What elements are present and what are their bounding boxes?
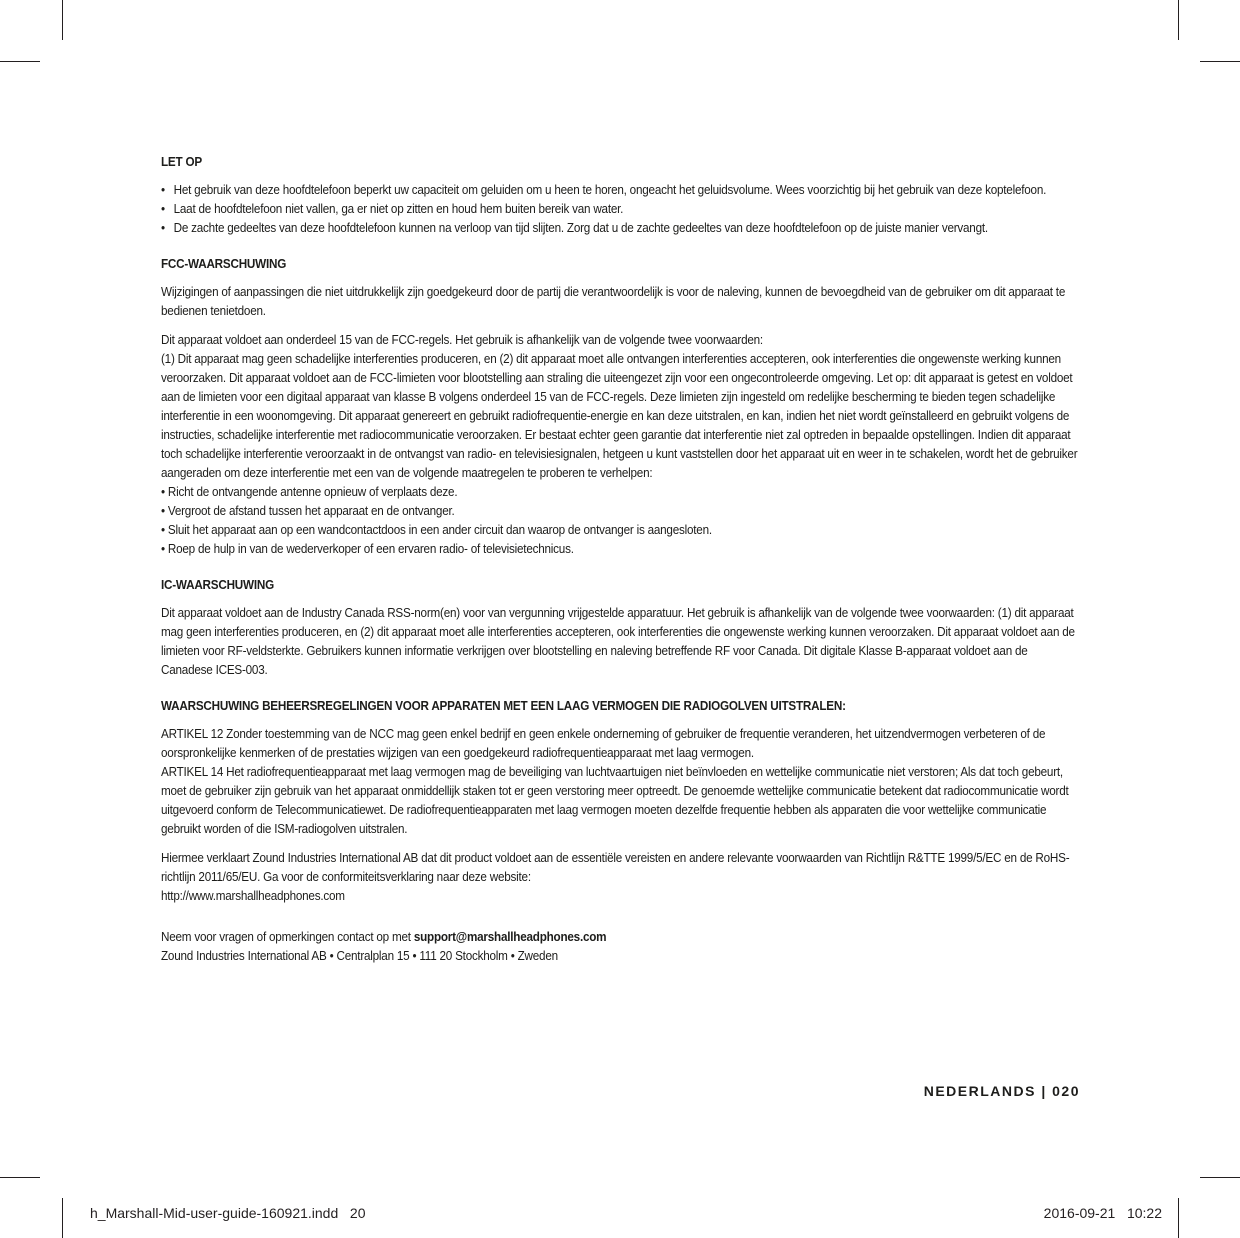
support-email-link[interactable]: support@marshallheadphones.com	[413, 929, 607, 944]
heading-fcc: FCC-WAARSCHUWING	[161, 256, 287, 271]
company-address: Zound Industries International AB • Centralplan 15 • 111 20 Stockholm • Zweden	[161, 948, 558, 963]
section-radio	[161, 696, 1081, 905]
contact-prefix: Neem voor vragen of opmerkingen contact op met	[161, 929, 414, 944]
heading-radio: WAARSCHUWING BEHEERSREGELINGEN VOOR APPARATEN MET EEN LAAG VERMOGEN DIE RADIOGOLVEN UITSTRALEN:	[161, 698, 846, 713]
article-14: ARTIKEL 14 Het radiofrequentieapparaat met laag vermogen mag de beveiliging van luchtvaartuigen niet beïnvloeden en wettelijke communicatie niet verstoren; Als dat toch gebeurt, moet de gebruiker zijn gebruik van het apparaat onmiddellijk staken tot er geen verstoring meer optreedt. De genoemde wettelijke communicatie betekent dat radiocommunicatie wordt uitgevoerd conform de Telecommunicatiewet. De radiofrequentieapparaten met laag vermogen moeten dezelfde frequentie hebben als apparaten die voor wettelijke communicatie gebruikt worden of die ISM-radiogolven uitstralen.	[161, 764, 1069, 836]
crop-mark-bottom-right-vertical	[1178, 1198, 1179, 1238]
ic-paragraph: Dit apparaat voldoet aan de Industry Canada RSS-norm(en) voor van vergunning vrijgestelde apparatuur. Het gebruik is afhankelijk van de volgende twee voorwaarden: (1) dit apparaat mag geen interferenties produceren, en (2) dit apparaat moet alle interferenties accepteren, ook interferenties die ongewenste werking kunnen veroorzaken. Dit apparaat voldoet aan de limieten voor RF-veldsterkte. Gebruikers kunnen informatie verkrijgen over blootstelling en naleving betreffende RF voor Canada. Dit digitale Klasse B-apparaat voldoet aan de Canadese ICES-003.	[161, 605, 1075, 677]
crop-mark-top-left-vertical	[62, 0, 63, 40]
radio-articles	[161, 724, 1081, 838]
contact-line	[161, 927, 1081, 946]
declaration-text: Hiermee verklaart Zound Industries International AB dat dit product voldoet aan de essentiële vereisten en andere relevante voorwaarden van Richtlijn R&TTE 1999/5/EC en de RoHS-richtlijn 2011/65/EU. Ga voor de conformiteitsverklaring naar deze website:	[161, 850, 1070, 884]
fcc-paragraph-1: Wijzigingen of aanpassingen die niet uitdrukkelijk zijn goedgekeurd door de partij die verantwoordelijk is voor de naleving, kunnen de bevoegdheid van de gebruiker om dit apparaat te bedienen tenietdoen.	[161, 284, 1066, 318]
fcc-measure: • Roep de hulp in van de wederverkoper of een ervaren radio- of televisietechnicus.	[161, 541, 574, 556]
crop-mark-bottom-left-vertical	[62, 1198, 63, 1238]
contact-block	[161, 927, 1081, 965]
fcc-measure: • Vergroot de afstand tussen het apparaat en de ontvanger.	[161, 503, 455, 518]
article-12: ARTIKEL 12 Zonder toestemming van de NCC mag geen enkel bedrijf en geen enkele onderneming of gebruiker de frequentie veranderen, het uitzendvermogen verbeteren of de oorspronkelijke kenmerken of de prestaties wijzigen van een goedgekeurd radiofrequentieapparaat met laag vermogen.	[161, 726, 1046, 760]
crop-mark-top-right-vertical	[1178, 0, 1179, 40]
fcc-measure: • Richt de ontvangende antenne opnieuw of verplaats deze.	[161, 484, 458, 499]
document-body	[161, 152, 1081, 965]
list-item: • Het gebruik van deze hoofdtelefoon beperkt uw capaciteit om geluiden om u heen te horen, ongeacht het geluidsvolume. Wees voorzichtig bij het gebruik van deze koptelefoon.	[161, 180, 1081, 199]
let-op-list	[161, 180, 1081, 237]
print-slug-filename: h_Marshall-Mid-user-guide-160921.indd 20	[90, 1205, 366, 1221]
list-item: • De zachte gedeeltes van deze hoofdtelefoon kunnen na verloop van tijd slijten. Zorg dat u de zachte gedeeltes van deze hoofdtelefoon op de juiste manier vervangt.	[161, 218, 1081, 237]
fcc-measure: • Sluit het apparaat aan op een wandcontactdoos in een ander circuit dan waarop de ontvanger is aangesloten.	[161, 522, 712, 537]
heading-let-op: LET OP	[161, 154, 202, 169]
list-item: • Laat de hoofdtelefoon niet vallen, ga er niet op zitten en houd hem buiten bereik van water.	[161, 199, 1081, 218]
fcc-paragraph-2	[161, 330, 1081, 558]
fcc-intro: Dit apparaat voldoet aan onderdeel 15 van de FCC-regels. Het gebruik is afhankelijk van de volgende twee voorwaarden:	[161, 332, 763, 347]
section-let-op	[161, 152, 1081, 237]
page-number-language: NEDERLANDS | 020	[923, 1083, 1080, 1099]
print-slug-date: 2016-09-21 10:22	[1043, 1205, 1162, 1221]
crop-mark-bottom-right-horizontal	[1200, 1177, 1240, 1178]
heading-ic: IC-WAARSCHUWING	[161, 577, 274, 592]
website-link[interactable]: http://www.marshallheadphones.com	[161, 888, 345, 903]
fcc-body: (1) Dit apparaat mag geen schadelijke interferenties produceren, en (2) dit apparaat moet alle ontvangen interferenties accepteren, ook interferenties die ongewenste werking kunnen veroorzaken. Dit apparaat voldoet aan de FCC-limieten voor blootstelling aan straling die uiteengezet zijn voor een ongecontroleerde omgeving. Let op: dit apparaat is getest en voldoet aan de limieten voor een digitaal apparaat van klasse B volgens onderdeel 15 van de FCC-regels. Deze limieten zijn ingesteld om redelijke bescherming te bieden tegen schadelijke interferentie in een woonomgeving. Dit apparaat genereert en gebruikt radiofrequentie-energie en kan deze uitstralen, en kan, indien het niet wordt geïnstalleerd en gebruikt volgens de instructies, schadelijke interferentie met radiocommunicatie veroorzaken. Er bestaat echter geen garantie dat interferentie niet zal optreden in bepaalde opstellingen. Indien dit apparaat toch schadelijke interferentie veroorzaakt in de ontvangst van radio- en televisiesignalen, hetgeen u kunt vaststellen door het apparaat uit en weer in te schakelen, wordt het de gebruiker aangeraden om deze interferentie met een van de volgende maatregelen te proberen te verhelpen:	[161, 351, 1078, 480]
declaration-paragraph	[161, 848, 1081, 905]
crop-mark-bottom-left-horizontal	[0, 1177, 40, 1178]
crop-mark-top-left-horizontal	[0, 61, 40, 62]
crop-mark-top-right-horizontal	[1200, 61, 1240, 62]
section-fcc	[161, 254, 1081, 558]
section-ic	[161, 575, 1081, 679]
